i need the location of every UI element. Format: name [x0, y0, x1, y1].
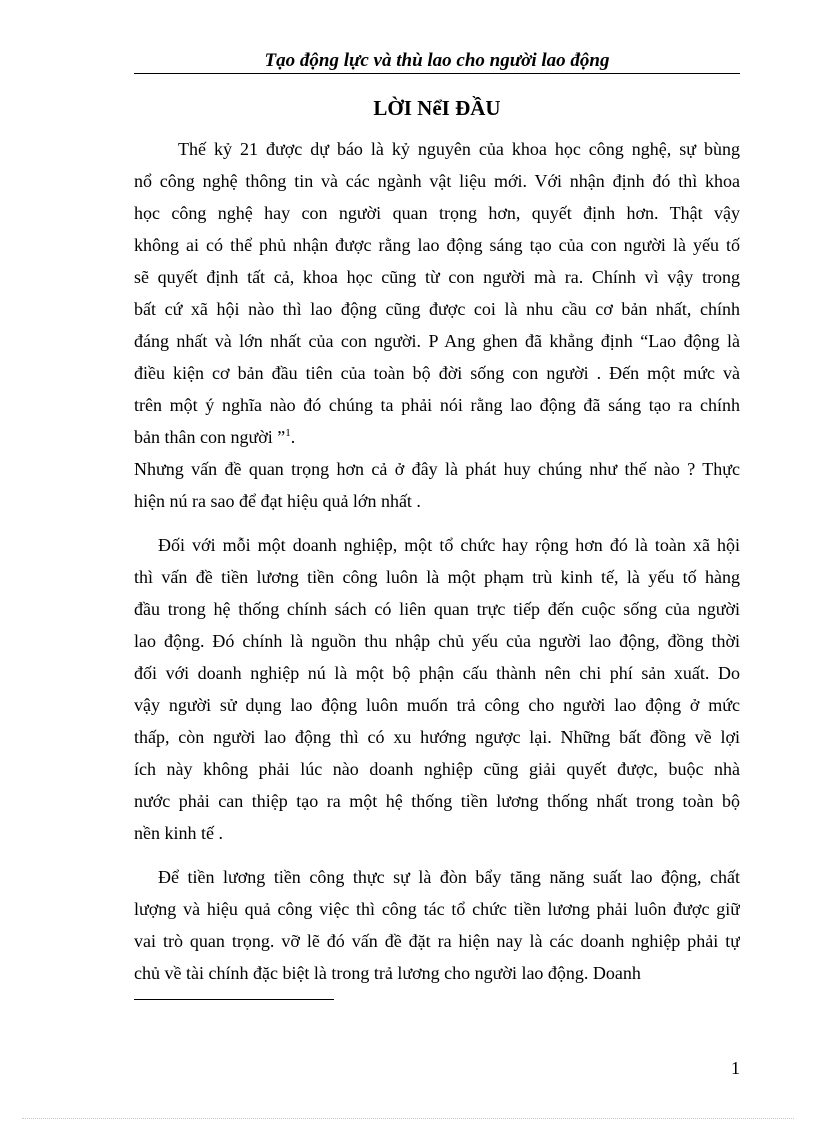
text-line: bản thân con người ” — [134, 427, 286, 447]
text-line: sẽ quyết định tất cả, khoa học cũng từ con người mà ra. Chính vì vậy trong — [134, 267, 740, 287]
text-line: vai trò quan trọng. vỡ lẽ đó vấn đề đặt ra hiện nay là các doanh nghiệp phải tự — [134, 931, 740, 951]
text-line: điều kiện cơ bản đầu tiên của toàn bộ đời sống con người . Đến một mức và — [134, 363, 740, 383]
text-line: nổ công nghệ thông tin và các ngành vật liệu mới. Với nhận định đó thì khoa — [134, 171, 740, 191]
page-edge — [22, 1118, 794, 1119]
text-line-with-footnote — [134, 421, 740, 453]
text-line: vậy người sử dụng lao động luôn muốn trả công cho người lao động ở mức — [134, 695, 740, 715]
running-header: Tạo động lực và thù lao cho người lao động — [264, 50, 610, 71]
text-line: nước phải can thiệp tạo ra một hệ thống tiền lương thống nhất trong toàn bộ — [134, 791, 740, 811]
document-body — [134, 133, 740, 989]
text-line: chủ về tài chính đặc biệt là trong trả lương cho người lao động. Doanh — [134, 963, 641, 983]
page-title: LỜI NểI ĐẦU — [373, 96, 501, 120]
text-line: đầu trong hệ thống chính sách có liên quan trực tiếp đến cuộc sống của người — [134, 599, 740, 619]
text-line: lao động. Đó chính là nguồn thu nhập chủ yếu của người lao động, đồng thời — [134, 631, 740, 651]
footnote-separator — [134, 999, 334, 1000]
footnote-ref-suffix: . — [290, 427, 296, 447]
text-line: hiện nú ra sao để đạt hiệu quả lớn nhất . — [134, 491, 421, 511]
text-line: thì vấn đề tiền lương tiền công luôn là một phạm trù kinh tế, là yếu tố hàng — [134, 567, 740, 587]
text-line: không ai có thể phủ nhận được rằng lao động sáng tạo của con người là yếu tố — [134, 235, 740, 255]
page-number: 1 — [731, 1058, 740, 1078]
text-line: học công nghệ hay con người quan trọng hơn, quyết định hơn. Thật vậy — [134, 203, 740, 223]
text-line: đối với doanh nghiệp nú là một bộ phận cấu thành nên chi phí sản xuất. Do — [134, 663, 740, 683]
text-line: Đối với mỗi một doanh nghiệp, một tổ chức hay rộng hơn đó là toàn xã hội — [158, 535, 740, 555]
header-rule — [134, 73, 740, 74]
text-line: trên một ý nghĩa nào đó chúng ta phải nói rằng lao động đã sáng tạo ra chính — [134, 395, 740, 415]
footnote-reference: 1 — [285, 427, 291, 439]
text-line: bất cứ xã hội nào thì lao động cũng được coi là nhu cầu cơ bản nhất, chính — [134, 299, 740, 319]
text-line: nền kinh tế . — [134, 823, 223, 843]
text-line: Thế kỷ 21 được dự báo là kỷ nguyên của khoa học công nghệ, sự bùng — [178, 139, 740, 159]
text-line: Để tiền lương tiền công thực sự là đòn bẩy tăng năng suất lao động, chất — [158, 867, 740, 887]
text-line: Nhưng vấn đề quan trọng hơn cả ở đây là phát huy chúng như thế nào ? Thực — [134, 459, 740, 479]
text-line: đáng nhất và lớn nhất của con người. P Ang ghen đã khẳng định “Lao động là — [134, 331, 740, 351]
text-line: lượng và hiệu quả công việc thì công tác tổ chức tiền lương phải luôn được giữ — [134, 899, 740, 919]
text-line: ích này không phải lúc nào doanh nghiệp cũng giải quyết được, buộc nhà — [134, 759, 740, 779]
text-line: thấp, còn người lao động thì có xu hướng ngược lại. Những bất đồng về lợi — [134, 727, 740, 747]
